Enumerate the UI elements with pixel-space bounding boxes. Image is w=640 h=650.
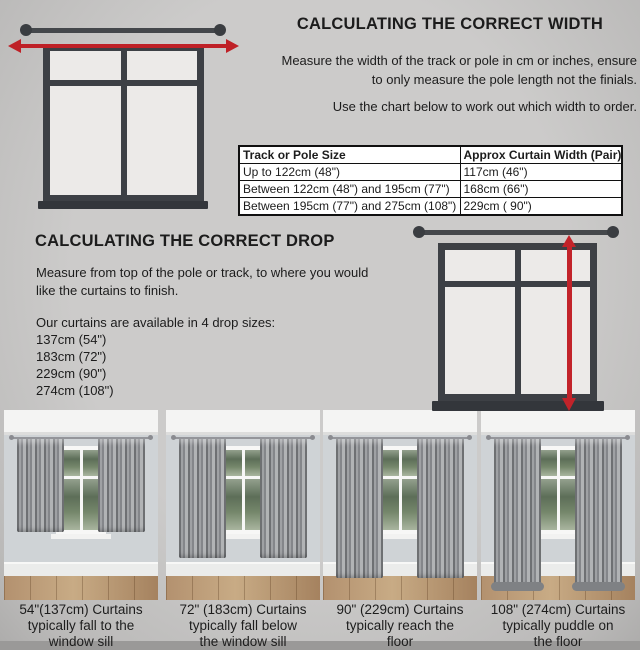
caption-line: typically fall to the (27, 618, 135, 633)
caption-line: the window sill (199, 634, 287, 649)
caption-line: window sill (48, 634, 114, 649)
pole-size-cell: Between 195cm (77") and 275cm (108") (239, 198, 460, 216)
pole-finial-icon (214, 24, 226, 36)
caption-90in (323, 602, 477, 650)
arrowhead-down-icon (562, 398, 576, 411)
window-sill (432, 401, 604, 411)
window-sill (38, 201, 208, 209)
photo-curtains-puddle-length (481, 410, 635, 600)
width-instruction-line: to only measure the pole length not the finials. (371, 72, 637, 87)
curtain-panel (98, 439, 145, 532)
drop-measure-arrow-icon (567, 246, 572, 399)
caption-line: floor (386, 634, 414, 649)
curtain-width-cell: 117cm (46") (460, 164, 622, 181)
caption-line: typically puddle on (502, 618, 614, 633)
photo-curtains-below-sill (166, 410, 320, 600)
schematic-window-drop (438, 243, 597, 401)
caption-line: 54"(137cm) Curtains (19, 602, 143, 617)
width-instructions (233, 51, 637, 89)
pole-size-cell: Up to 122cm (48") (239, 164, 460, 181)
curtain-width-table (238, 145, 623, 216)
caption-108in (481, 602, 635, 650)
caption-line: 90" (229cm) Curtains (336, 602, 464, 617)
width-measure-arrow-icon (20, 44, 227, 48)
drop-instruction-line: like the curtains to finish. (36, 282, 179, 298)
caption-line: typically reach the (345, 618, 455, 633)
arrowhead-left-icon (8, 39, 21, 53)
curtain-panel (494, 439, 541, 588)
table-row (239, 181, 622, 198)
pole-finial-icon (413, 226, 425, 238)
drop-size-item: 229cm (90") (36, 366, 107, 381)
chart-instruction: Use the chart below to work out which width to order. (332, 99, 637, 114)
curtain-panel (336, 439, 383, 578)
drop-size-item: 183cm (72") (36, 349, 107, 364)
curtain-pole-illustration (420, 230, 612, 235)
window-pane (127, 86, 198, 195)
room-window-sill (51, 534, 111, 539)
drop-sizes-list (36, 331, 114, 399)
arrowhead-up-icon (562, 235, 576, 247)
pole-finial-icon (607, 226, 619, 238)
cornice (166, 410, 320, 435)
window-pane (445, 287, 515, 394)
drop-instructions (36, 264, 406, 299)
cornice (4, 410, 158, 435)
window-pane (50, 86, 121, 195)
curtain-panel (417, 439, 464, 578)
caption-72in (166, 602, 320, 650)
caption-line: the floor (533, 634, 583, 649)
schematic-window-width (43, 44, 204, 202)
curtain-panel (17, 439, 64, 532)
wood-floor (166, 576, 320, 600)
wood-floor (323, 576, 477, 600)
arrowhead-right-icon (226, 39, 239, 53)
curtain-panel (260, 439, 307, 558)
curtain-pole-illustration (27, 28, 219, 33)
drop-size-item: 274cm (108") (36, 383, 114, 398)
curtain-panel (575, 439, 622, 588)
photo-curtains-floor-length (323, 410, 477, 600)
window-pane (50, 51, 121, 80)
table-header-curtain-width: Approx Curtain Width (Pair) (460, 146, 622, 164)
cornice (323, 410, 477, 435)
caption-line: 72" (183cm) Curtains (179, 602, 307, 617)
drop-sizes-intro: Our curtains are available in 4 drop sizes: (36, 315, 276, 330)
cornice (481, 410, 635, 435)
drop-instruction-line: Measure from top of the pole or track, to where you would (36, 265, 369, 280)
caption-54in (4, 602, 158, 650)
drop-size-item: 137cm (54") (36, 332, 107, 347)
window-pane (521, 250, 591, 281)
pole-size-cell: Between 122cm (48") and 195cm (77") (239, 181, 460, 198)
photo-curtains-sill-length (4, 410, 158, 600)
table-row (239, 198, 622, 216)
drop-section-heading: CALCULATING THE CORRECT DROP (35, 232, 335, 250)
curtain-width-cell: 168cm (66") (460, 181, 622, 198)
width-section-heading: CALCULATING THE CORRECT WIDTH (296, 15, 604, 33)
pole-finial-icon (20, 24, 32, 36)
caption-line: typically fall below (188, 618, 298, 633)
curtain-panel (179, 439, 226, 558)
caption-line: 108" (274cm) Curtains (490, 602, 626, 617)
table-row (239, 164, 622, 181)
curtain-width-cell: 229cm ( 90") (460, 198, 622, 216)
width-instruction-line: Measure the width of the track or pole in cm or inches, ensure (281, 53, 637, 68)
table-header-pole-size: Track or Pole Size (239, 146, 460, 164)
wood-floor (4, 576, 158, 600)
window-pane (445, 250, 515, 281)
window-pane (521, 287, 591, 394)
window-pane (127, 51, 198, 80)
